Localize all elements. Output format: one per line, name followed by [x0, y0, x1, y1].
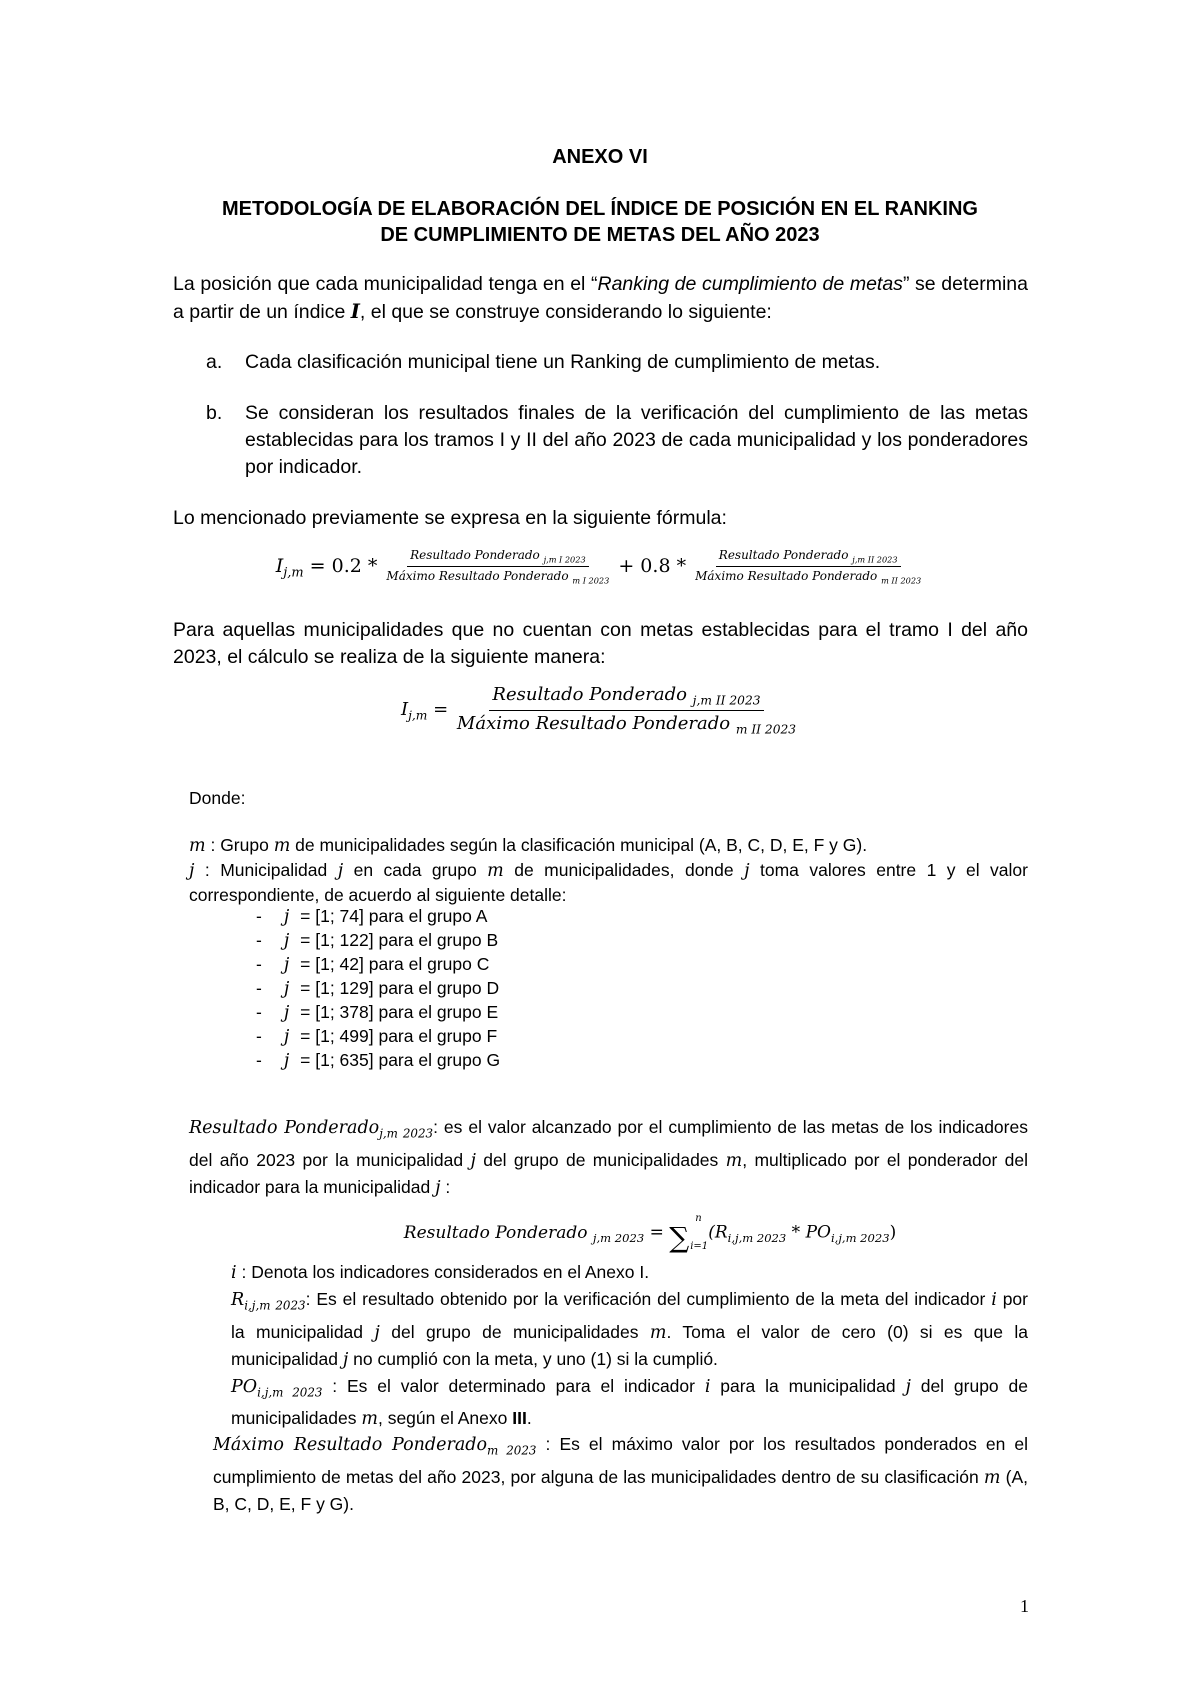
definition-i: i : Denota los indicadores considerados en el Anexo I. — [231, 1262, 650, 1283]
tramo-note: Para aquellas municipalidades que no cuentan con metas establecidas para el tramo I del año 2023, el cálculo se realiza de la siguiente manera: — [173, 619, 1028, 668]
definition-po: $PO_{i,j,m 2023}$ : Es el valor determinado para el indicador i para la municipalidad j del grupo de municipalidades m, según el Anexo III. — [231, 1375, 1028, 1429]
summation: n ∑ i=1 — [669, 1213, 709, 1254]
list-marker-b: b. — [206, 402, 223, 424]
list-marker-a: a. — [206, 351, 223, 373]
list-item: - j = [1; 129] para el grupo D — [256, 978, 500, 999]
fraction-tramo-2: $\frac{Resultado Ponderado _{j,m II 2023}}{Máximo Resultado Ponderado _{m II 2023}}$ — [695, 548, 922, 586]
formula-variable-definitions — [231, 1259, 1028, 1432]
formula-index-two-tramos: $I_{j,m} = 0.2$ * $\frac{Resultado Ponderado _{j,m I 2023}}{Máximo Resultado Ponderado _{m I 2023}}$ + 0.8 * $\frac{Resultado Ponderado _{j,m II 2023}}{Máximo Resultado Ponderado _{m II 2023}}$ — [0, 548, 1200, 586]
list-item: - j = [1; 42] para el grupo C — [256, 954, 490, 975]
list-item: - j = [1; 378] para el grupo E — [256, 1002, 499, 1023]
annex-title: ANEXO VI — [552, 146, 648, 168]
formula-resultado-ponderado: Resultado Ponderado $_{j,m 2023}$ = n ∑ i=1 $(R_{i,j,m 2023} * PO_{i,j,m 2023})$ — [403, 1213, 897, 1254]
list-item: - j = [1; 74] para el grupo A — [256, 906, 488, 927]
formula-index-tramo-2: $I_{j,m}$ = $\frac{Resultado Ponderado _{j,m II 2023}}{Máximo Resultado Ponderado _{m II 2023}}$ — [0, 684, 1200, 736]
definition-maximo-resultado: Máximo Resultado Ponderado$_{m 2023}$ : Es el máximo valor por los resultados ponderados en el cumplimiento de metas del año 2023, por alguna de las municipalidades dentro de su clasificación m (A, B, C, D, E, F y G). — [213, 1434, 1028, 1514]
intro-paragraph: La posición que cada municipalidad tenga en el “Ranking de cumplimiento de metas” se determina a partir de un índice I, el que se construye considerando lo siguiente: — [173, 273, 1029, 323]
index-symbol: I — [350, 300, 360, 323]
ranking-name: Ranking de cumplimiento de metas — [597, 273, 903, 295]
page-number: 1 — [1020, 1596, 1029, 1616]
list-item: - j = [1; 122] para el grupo B — [256, 930, 499, 951]
definition-j: j : Municipalidad j en cada grupo m de municipalidades, donde j toma valores entre 1 y el valor correspondiente, de acuerdo al siguiente detalle: — [189, 860, 1028, 905]
list-item: - j = [1; 635] para el grupo G — [256, 1050, 501, 1071]
donde-label: Donde: — [189, 788, 246, 808]
doc-title-line-2: DE CUMPLIMIENTO DE METAS DEL AÑO 2023 — [380, 224, 820, 246]
definition-m-j — [189, 833, 1028, 907]
list-item-b: Se consideran los resultados finales de la verificación del cumplimiento de las metas establecidas para los tramos I y II del año 2023 de cada municipalidad y los ponderadores por indicador. — [245, 402, 1028, 478]
doc-title-line-1: METODOLOGÍA DE ELABORACIÓN DEL ÍNDICE DE POSICIÓN EN EL RANKING — [222, 198, 978, 220]
formula-intro: Lo mencionado previamente se expresa en la siguiente fórmula: — [173, 507, 727, 529]
fraction-tramo-1: $\frac{Resultado Ponderado _{j,m I 2023}}{Máximo Resultado Ponderado _{m I 2023}}$ — [386, 548, 610, 586]
list-item-a: Cada clasificación municipal tiene un Ranking de cumplimiento de metas. — [245, 351, 881, 373]
definition-r: $R_{i,j,m 2023}$: Es el resultado obtenido por la verificación del cumplimiento de la meta del indicador i por la municipalidad j del grupo de municipalidades m. Toma el valor de cero (0) si es que la municipalidad j no cumplió con la meta, y uno (1) si la cumplió. — [231, 1289, 1028, 1370]
fraction-tramo-2-only: $\frac{Resultado Ponderado _{j,m II 2023}}{Máximo Resultado Ponderado _{m II 2023}}$ — [456, 684, 797, 737]
definition-m: m : Grupo m de municipalidades según la clasificación municipal (A, B, C, D, E, F y G). — [189, 835, 868, 856]
list-item: - j = [1; 499] para el grupo F — [256, 1026, 498, 1047]
definition-resultado-ponderado: Resultado Ponderado$_{j,m 2023}$: es el valor alcanzado por el cumplimiento de las metas de los indicadores del año 2023 por la municipalidad j del grupo de municipalidades m, multiplicado por el ponderador del indicador para la municipalidad j : — [189, 1117, 1028, 1198]
